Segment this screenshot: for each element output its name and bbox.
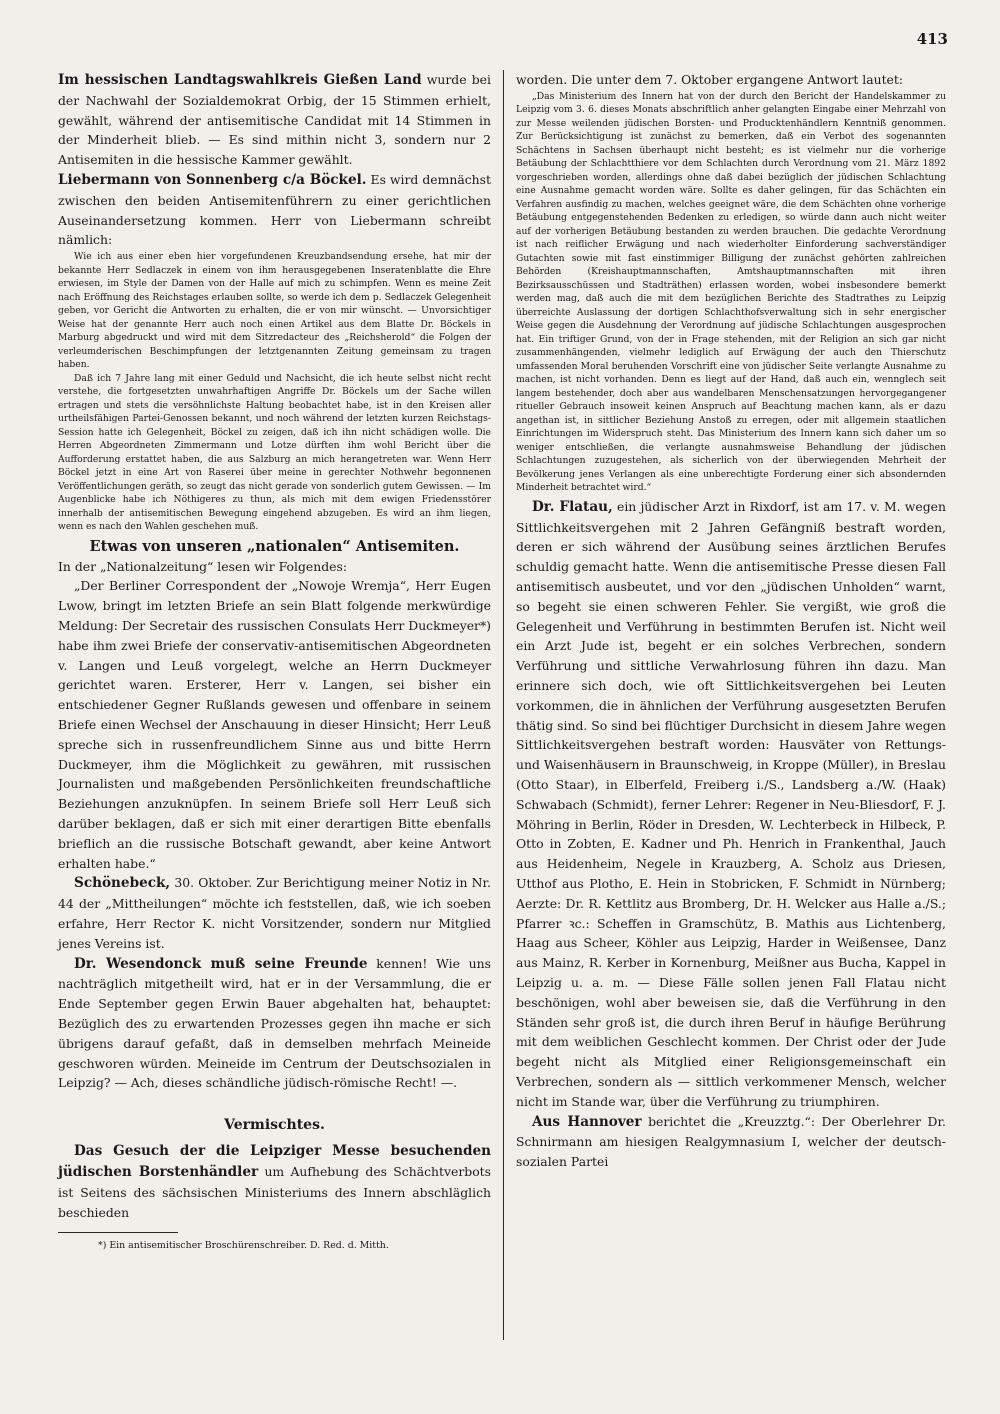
article-liebermann-text: Es wird demnächst zwischen den beiden Antisemitenführern zu einer gerichtlichen Auseinandersetzung kommen. Herr von Liebermann schreibt nämlich: (58, 171, 491, 248)
liebermann-quote-1: Wie ich aus einer eben hier vorgefundenen Kreuzbandsendung ersehe, hat mir der bekannte Herr Sedlaczek in einem von ihm herausgegebenen Inseratenblatte die Ehre erwiesen, im Style der Damen von der Halle auf mich zu schimpfen. Wenn es meine Zeit nach Eröffnung des Reichstages erlauben sollte, so werde ich dem p. Sedlaczek Gelegenheit geben, vor Gericht die Antworten zu erhalten, die er von mir wünscht. — Unvorsichtiger Weise hat der genannte Herr auch noch einen Artikel aus dem Blatte Dr. Böckels in Marburg abgedruckt und wird mit dem Sitzredacteur des „Reichsherold“ die Folgen der verleumderischen Beschimpfungen der letztgenannten Zeitung gemeinsam zu tragen haben. (58, 251, 491, 371)
article-schoenebeck-text: 30. Oktober. Zur Berichtigung meiner Notiz in Nr. 44 der „Mittheilungen“ möchte ich feststellen, daß, wie ich soeben erfahre, Herr Rector K. nicht Vorsitzender, sondern nur Mitglied jenes Vereins ist. (58, 875, 491, 951)
article-gesuch (58, 1141, 491, 1222)
article-flatau (516, 497, 946, 1112)
article-nationale-intro: In der „Nationalzeitung“ lesen wir Folgendes: (58, 558, 348, 574)
article-wesendonck-lead: Dr. Wesendonck muß seine Freunde (74, 955, 368, 972)
article-gesuch-text: um Aufhebung des Schächtverbots ist Seitens des sächsischen Ministeriums des Innern abschläglich beschieden (58, 1163, 491, 1220)
article-hessen-text: wurde bei der Nachwahl der Sozialdemokrat Orbig, der 15 Stimmen erhielt, gewählt, während der antisemitische Candidat mit 14 Stimmen in der Minderheit blieb. — Es sind mithin nicht 3, sondern nur 2 Antisemiten in die hessische Kammer gewählt. (58, 72, 491, 168)
article-wesendonck-text: kennen! Wie uns nachträglich mitgetheilt wird, hat er in der Versammlung, die er Ende September gegen Erwin Bauer abgehalten hat, behauptet: Bezüglich des zu erwartenden Prozesses gegen ihn mache er sich übrigens darauf gefaßt, daß in demselben mehrfach Meineide geschworen würden. Meineide im Centrum der Deutschsozialen in Leipzig? — Ach, dieses schändliche jüdisch-römische Recht! —. (58, 955, 491, 1091)
footnote-rule (58, 1232, 178, 1233)
article-liebermann-lead: Liebermann von Sonnenberg c/a Böckel. (58, 171, 367, 188)
article-nationale-quote: „Der Berliner Correspondent der „Nowoje Wremja“, Herr Eugen Lwow, bringt im letzten Briefe an sein Blatt folgende merkwürdige Meldung: Der Secretair des russischen Consulats Herr Duckmeyer*) habe ihm zwei Briefe der conservativ-antisemitischen Abgeordneten v. Langen und Leuß vorgelegt, welche an Herrn Duckmeyer gerichtet waren. Ersterer, Herr v. Langen, sei bisher ein entschiedener Gegner Rußlands gewesen und offenbare in seinem Briefe einen Wechsel der Anschauung in dieser Hinsicht; Herr Leuß spreche sich in russenfreundlichem Sinne aus und bitte Herrn Duckmeyer, ihm die Möglichkeit zu gewähren, mit russischen Journalisten und maßgebenden Persönlichkeiten freundschaftliche Beziehungen anzuknüpfen. In seinem Briefe soll Herr Leuß sich darüber beklagen, daß er sich mit einer derartigen Bitte ebenfalls brieflich an die russische Botschaft gewandt, aber keine Antwort erhalten habe.“ (58, 578, 491, 871)
page-number: 413 (916, 30, 948, 48)
article-gesuch-lead: Das Gesuch der die Leipziger Messe besuchenden jüdischen Borstenhändler (58, 1143, 491, 1180)
article-flatau-text: ein jüdischer Arzt in Rixdorf, ist am 17. v. M. wegen Sittlichkeitsvergehen mit 2 Jahren Gefängniß bestraft worden, deren er sich während der Ausübung seines ärztlichen Berufes schuldig gemacht hatte. Wenn die antisemitische Presse diesen Fall antisemitisch ausbeutet, und vor den „jüdischen Unholden“ warnt, so begeht sie einen schweren Fehler. Sie vergißt, wie groß die Gelegenheit und Verführung in bestimmten Berufen ist. Nicht weil ein Arzt Jude ist, begeht er ein solches Verbrechen, sondern Verführung und sittliche Verwahrlosung führen ihn dazu. Man erinnere sich doch, wie oft Sittlichkeitsvergehen bei Leuten vorkommen, die in ähnlichen der Verführung ausgesetzten Berufen thätig sind. So sind bei flüchtiger Durchsicht in diesem Jahre wegen Sittlichkeitsvergehen bestraft worden: Hausväter von Rettungs- und Waisenhäusern in Braunschweig, in Kroppe (Müller), in Breslau (Otto Staar), in Elberfeld, Freiberg i./S., Landsberg a./W. (Haak) Schwabach (Schmidt), ferner Lehrer: Regener in Neu-Bliesdorf, F. J. Möhring in Berlin, Röder in Dresden, W. Lechterbeck in Hilbeck, P. Otto in Zobten, E. Kadner und Ph. Henrich in Frankenthal, Jauch aus Heidenheim, Negele in Krauzberg, A. Scholz aus Driesen, Utthof aus Plotho, E. Hein in Stobricken, F. Schmidt in Nürnberg; Aerzte: Dr. R. Kettlitz aus Bromberg, Dr. H. Welcker aus Halle a./S.; Pfarrer ꝛc.: Scheffen in Gramschütz, B. Mathis aus Lichtenberg, Haag aus Scheer, Köhler aus Leipzig, Harder in Weißensee, Danz aus Mainz, R. Kerber in Kornenburg, Meißner aus Bucha, Kappel in Leipzig u. a. m. — Diese Fälle sollen jenen Fall Flatau nicht beschönigen, wohl aber beweisen sie, daß die Verführung in den Ständen sehr groß ist, die durch ihren Beruf in häufige Berührung mit dem weiblichen Geschlecht kommen. Der Christ oder der Jude begeht nicht als Mitglied einer Religionsgemeinschaft ein Verbrechen, sondern als — sittlich verkommener Mensch, welcher nicht im Stande war, über die Verführung zu triumphiren. (516, 498, 946, 1109)
section-title-vermischtes: Vermischtes. (224, 1117, 325, 1134)
ministerium-quote: „Das Ministerium des Innern hat von der durch den Bericht der Handelskammer zu Leipzig vom 3. 6. dieses Monats abschriftlich anher gelangten Eingabe einer Mehrzahl von zur Messe weilenden jüdischen Borsten- und Producktenhändlern Kenntniß genommen. Zur Berücksichtigung ist zunächst zu bemerken, daß ein Verbot des sogenannten Schächtens in Sachsen überhaupt nicht besteht; es ist vielmehr nur die vorherige Betäubung der Schlachtthiere vor dem Schlachten durch Verordnung vom 21. März 1892 vorgeschrieben worden, allerdings ohne daß dabei bezüglich der jüdischen Schlachtung eine Ausnahme gemacht worden wäre. Sollte es daher gelingen, für das Schächten ein Verfahren ausfindig zu machen, welches geeignet wäre, die dem Schächten ohne vorherige Betäubung entgegenstehenden Bedenken zu erledigen, so würde dann auch nicht weiter auf der vorherigen Betäubung bestanden zu werden brauchen. Die gedachte Verordnung ist nach reiflicher Erwägung und nach wiederholter Einforderung sachverständiger Gutachten sowie mit fast einstimmiger Billigung der zunächst gehörten zahlreichen Behörden (Kreishauptmannschaften, Amtshauptmannschaften mit ihren Bezirksausschüssen und Stadträthen) erlassen worden, wobei insbesondere bemerkt werden mag, daß auch die mit dem bezüglichen Berichte des Stadtrathes zu Leipzig überreichte Auslassung der dortigen Schlachthofsverwaltung sich in sehr energischer Weise gegen die Ausdehnung der Verordnung auf jüdische Schlachtungen ausgesprochen hat. Ein triftiger Grund, von der in Frage stehenden, mit der Religion an sich gar nicht zusammenhängenden, vielmehr lediglich auf Erwägung der auch den Thierschutz umfassenden Moral beruhenden Vorschrift eine von jüdischer Seite verlangte Ausnahme zu machen, ist nicht vorhanden. Denn es liegt auf der Hand, daß auch ein, wennglech seit langem bestehender, doch aber aus wandelbaren Menschensatzungen hervorgegangener ritueller Gebrauch insoweit keinen Anspruch auf Beachtung machen kann, als er dazu angethan ist, in sittlicher Beziehung Anstoß zu erregen, oder mit allgemein staatlichen Einrichtungen im Widerspruch steht. Das Ministerium des Innern kann sich daher um so weniger entschließen, die verlangte ausnahmsweise Behandlung der jüdischen Schlachtungen zuzugestehen, als sicherlich von der überwiegenden Mehrheit der Bevölkerung jenes Verlangen als eine unberechtigte Forderung einer sich absondernden Minderheit betrachtet wird.“ (516, 90, 946, 494)
article-hannover-text: berichtet die „Kreuzztg.“: Der Oberlehrer Dr. Schnirmann am hiesigen Realgymnasium I, welcher der deutsch-sozialen Partei (516, 1113, 946, 1170)
article-hessen-lead: Im hessischen Landtagswahlkreis Gießen Land (58, 72, 422, 88)
footnote: *) Ein antisemitischer Broschürenschreiber. D. Red. d. Mitth. (98, 1240, 389, 1252)
article-liebermann (58, 170, 491, 250)
liebermann-quote-2: Daß ich 7 Jahre lang mit einer Geduld und Nachsicht, die ich heute selbst nicht recht verstehe, die fortgesetzten unwahrhaftigen Angriffe Dr. Böckels um der Sache willen ertragen und stets die versöhnlichste Haltung beobachtet habe, ist in den Kreisen aller urtheilsfähigen Partei-Genossen bekannt, und noch während der letzten kurzen Reichstags-Session hatte ich Gelegenheit, Böckel zu zeigen, daß ich ihn nicht schädigen wolle. Die Herren Abgeordneten Zimmermann und Lotze dürften ihm wohl Bericht über die Aufforderung erstattet haben, die aus Salzburg an mich herangetreten war. Wenn Herr Böckel jetzt in eine Art von Raserei über meine in gerechter Nothwehr begonnenen Veröffentlichungen geräth, so zeugt das nicht gerade von sonderlich gutem Gewissen. — Im Augenblicke habe ich Nöthigeres zu thun, als mich mit dem ewigen Friedensstörer innerhalb der antisemitischen Bewegung eingehend abzugeben. Es wird an ihm liegen, wenn es nach den Wahlen geschehen muß. (58, 372, 491, 533)
article-hannover (516, 1112, 946, 1172)
column-divider (503, 70, 504, 1340)
article-gesuch-continued: worden. Die unter dem 7. Oktober ergangene Antwort lautet: (516, 72, 904, 87)
article-nationale-heading: Etwas von unseren „nationalen“ Antisemiten. (89, 537, 460, 555)
article-flatau-lead: Dr. Flatau, (532, 498, 613, 515)
article-schoenebeck-lead: Schönebeck, (74, 875, 171, 892)
left-column (58, 70, 491, 1252)
right-column (516, 70, 946, 1172)
article-hessen (58, 70, 491, 170)
article-schoenebeck (58, 873, 491, 953)
article-hannover-lead: Aus Hannover (532, 1113, 642, 1130)
article-wesendonck (58, 954, 491, 1094)
